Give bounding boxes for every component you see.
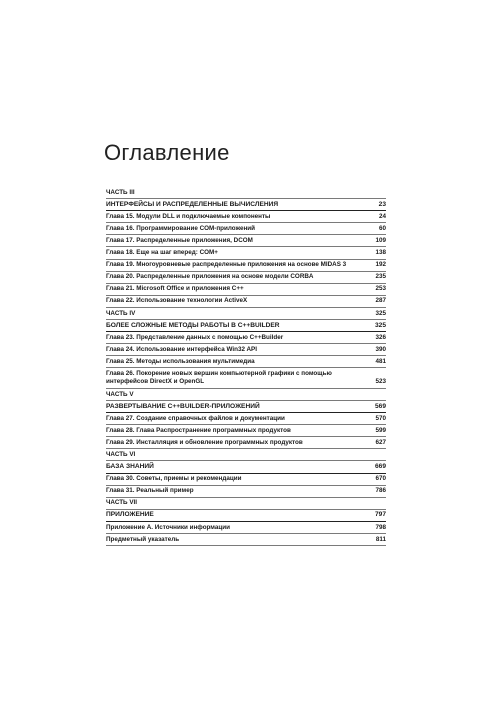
toc-label: Глава 29. Инсталляция и обновление программных продуктов: [106, 438, 303, 446]
toc-page-number: 287: [375, 297, 386, 305]
toc-section: [106, 461, 386, 473]
toc-chapter-15: [106, 211, 386, 223]
toc-label: Приложение А. Источники информации: [106, 523, 231, 531]
toc-chapter-19: [106, 260, 386, 272]
toc-label: Глава 30. Советы, приемы и рекомендации: [106, 475, 242, 483]
toc-chapter-28: [106, 425, 386, 437]
toc-page-number: 481: [375, 357, 386, 365]
toc-label: РАЗВЕРТЫВАНИЕ C++BUILDER-ПРИЛОЖЕНИЙ: [106, 402, 260, 410]
toc-chapter-21: [106, 284, 386, 296]
toc-label: ЧАСТЬ V: [106, 390, 134, 398]
toc-chapter-24: [106, 344, 386, 356]
toc-chapter-27: [106, 413, 386, 425]
toc-part-4: [106, 308, 386, 320]
toc-chapter-23: [106, 332, 386, 344]
toc-page-number: 669: [374, 463, 386, 471]
toc-label: ЧАСТЬ VII: [106, 499, 138, 507]
toc-chapter-29: [106, 437, 386, 449]
toc-section: [106, 199, 386, 211]
toc-label: Глава 15. Модули DLL и подключаемые компоненты: [106, 212, 271, 220]
toc-chapter-30: [106, 474, 386, 486]
toc-page-number: 253: [375, 285, 386, 293]
toc-page-number: 138: [375, 249, 386, 257]
toc-page-number: 235: [375, 273, 386, 281]
toc-chapter-16: [106, 223, 386, 235]
toc-page-number: 390: [375, 345, 386, 353]
toc-label: Глава 28. Глава Распространение программных продуктов: [106, 426, 291, 434]
toc-label: Глава 17. Распределенные приложения, DCOM: [106, 236, 253, 244]
toc-page-number: 24: [378, 212, 386, 220]
toc-part-6: [106, 449, 386, 461]
toc-page-number: 786: [375, 487, 386, 495]
toc-label: Глава 26. Покорение новых вершин компьютерной графики с помощью интерфейсов DirectX и OpenGL: [106, 370, 332, 386]
toc-page-number: 599: [375, 426, 386, 434]
toc-part-7: [106, 498, 386, 510]
toc-label: ИНТЕРФЕЙСЫ И РАСПРЕДЕЛЕННЫЕ ВЫЧИСЛЕНИЯ: [106, 200, 279, 208]
toc-chapter-18: [106, 247, 386, 259]
table-of-contents: [106, 187, 386, 546]
toc-page-number: 325: [374, 321, 386, 329]
toc-page-number: 326: [375, 333, 386, 341]
toc-label: Глава 24. Использование интерфейса Win32 API: [106, 345, 257, 353]
toc-label: Глава 23. Представление данных с помощью C++Builder: [106, 333, 284, 341]
toc-page-number: 325: [375, 309, 386, 317]
toc-page-number: 811: [375, 535, 386, 543]
toc-label: Глава 22. Использование технологии ActiveX: [106, 297, 248, 305]
toc-label: Глава 31. Реальный пример: [106, 487, 194, 495]
toc-part-3: [106, 187, 386, 199]
toc-page-number: 798: [375, 523, 386, 531]
toc-chapter-26: [106, 368, 386, 389]
toc-index: [106, 534, 386, 546]
toc-chapter-31: [106, 486, 386, 498]
toc-appendix-a: [106, 522, 386, 534]
toc-label: ЧАСТЬ III: [106, 188, 135, 196]
toc-chapter-20: [106, 272, 386, 284]
toc-label: БАЗА ЗНАНИЙ: [106, 463, 154, 471]
toc-page-number: 569: [374, 402, 386, 410]
toc-chapter-22: [106, 296, 386, 308]
toc-page-number: 109: [375, 236, 386, 244]
toc-section: [106, 401, 386, 413]
toc-page-number: 797: [374, 511, 386, 519]
toc-page-number: 523: [375, 378, 386, 386]
toc-page-number: 670: [375, 475, 386, 483]
toc-page-number: 627: [375, 438, 386, 446]
toc-label: Глава 18. Еще на шаг вперед: COM+: [106, 249, 218, 257]
toc-label: Глава 25. Методы использования мультимедиа: [106, 357, 255, 365]
toc-label: ЧАСТЬ VI: [106, 450, 136, 458]
toc-label: Глава 27. Создание справочных файлов и документации: [106, 414, 285, 422]
toc-part-5: [106, 389, 386, 401]
toc-label: ЧАСТЬ IV: [106, 309, 136, 317]
toc-label: Глава 19. Многоуровневые распределенные приложения на основе MIDAS 3: [106, 261, 347, 269]
toc-section: [106, 320, 386, 332]
toc-chapter-25: [106, 356, 386, 368]
toc-page-number: 23: [378, 200, 386, 208]
toc-page-number: 192: [375, 261, 386, 269]
toc-label: БОЛЕЕ СЛОЖНЫЕ МЕТОДЫ РАБОТЫ В C++BUILDER: [106, 321, 280, 329]
toc-label: Глава 16. Программирование COM-приложений: [106, 224, 256, 232]
page-title: Оглавление: [104, 140, 230, 165]
toc-label: Глава 20. Распределенные приложения на основе модели CORBA: [106, 273, 314, 281]
toc-page-number: 60: [378, 224, 386, 232]
toc-chapter-17: [106, 235, 386, 247]
toc-label: Предметный указатель: [106, 535, 180, 543]
toc-label: ПРИЛОЖЕНИЕ: [106, 511, 154, 519]
toc-label: Глава 21. Microsoft Office и приложения C++: [106, 285, 244, 293]
toc-section: [106, 510, 386, 522]
toc-page-number: 570: [375, 414, 386, 422]
